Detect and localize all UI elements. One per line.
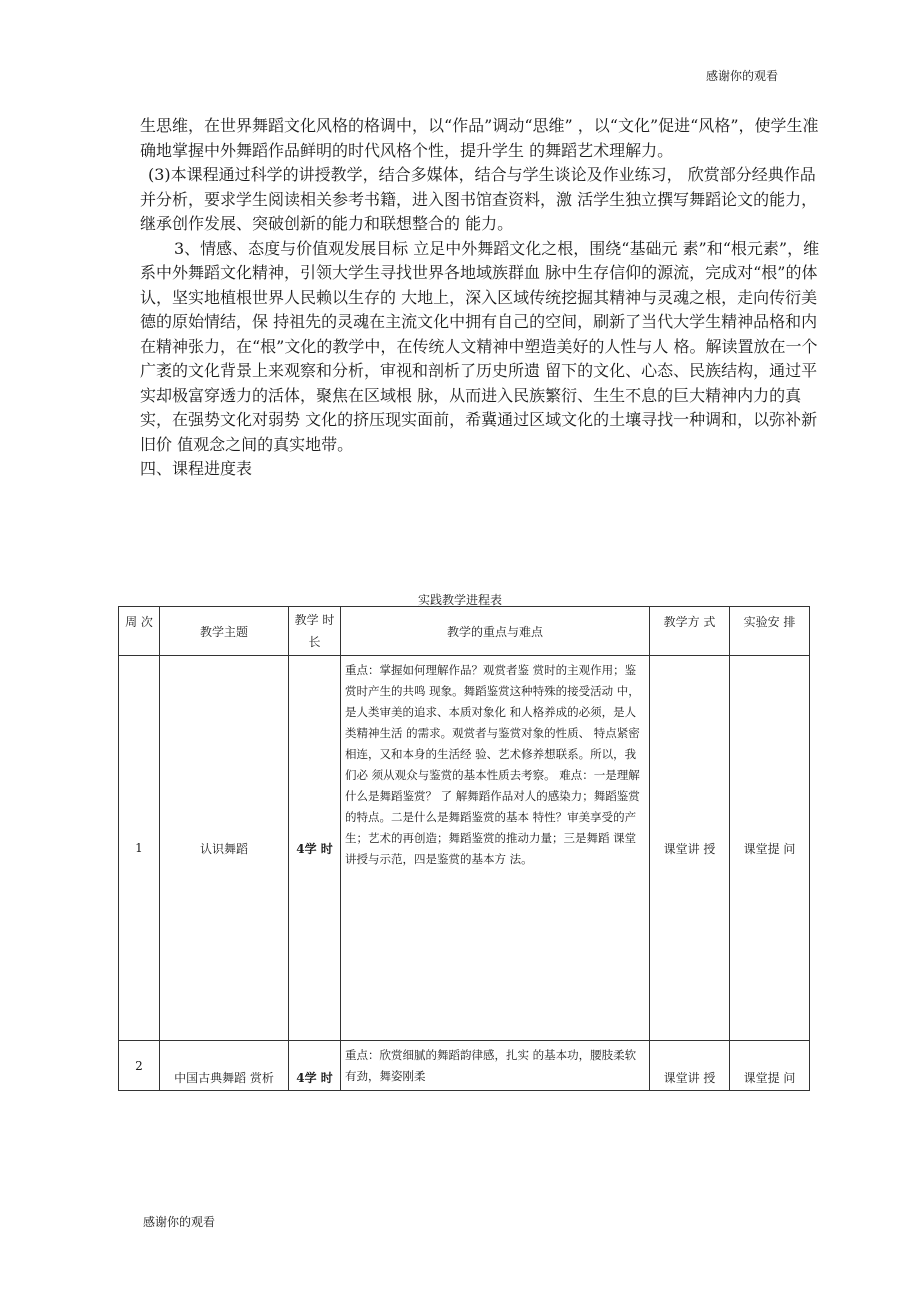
header-hours: 教学 时长 — [289, 607, 341, 656]
body-text — [140, 114, 820, 482]
row-focus: 重点：掌握如何理解作品？观赏者鉴 赏时的主观作用；鉴赏时产生的共鸣 现象。舞蹈鉴赏这种特殊的接受活动 中，是人类审美的追求、本质对象化 和人格养成的必须，是人类精神生活 的需求。观赏者与鉴赏对象的性质、 特点紧密相连，又和本身的生活经 验、艺术修养想联系。所以，我们必 须从观众与鉴赏的基本性质去考察。 难点：一是理解什么是舞蹈鉴赏？ 了 解舞蹈作品对人的感染力；舞蹈鉴赏 的特点。二是什么是舞蹈鉴赏的基本 特性？审美享受的产生；艺术的再创造；舞蹈鉴赏的推动力量；三是舞蹈 课堂讲授与示范，四是鉴赏的基本方 法。 — [341, 656, 650, 1041]
row-topic: 认识舞蹈 — [160, 656, 289, 1041]
header-method: 教学方 式 — [650, 607, 730, 656]
paragraph-3: 3、情感、态度与价值观发展目标 立足中外舞蹈文化之根，围绕“基础元 素”和“根元素”，维系中外舞蹈文化精神，引领大学生寻找世界各地域族群血 脉中生存信仰的源流，完成对“根”的体认，坚实地植根世界人民赖以生存的 大地上，深入区域传统挖掘其精神与灵魂之根，走向传衍美德的原始情结，保 持祖先的灵魂在主流文化中拥有自己的空间，刷新了当代大学生精神品格和内 在精神张力，在“根”文化的教学中，在传统人文精神中塑造美好的人性与人 格。解读置放在一个广袤的文化背景上来观察和分析，审视和剖析了历史所遗 留下的文化、心态、民族结构，通过平实却极富穿透力的活体，聚焦在区域根 脉，从而进入民族繁衍、生生不息的巨大精神内力的真实，在强势文化对弱势 文化的挤压现实面前，希冀通过区域文化的土壤寻找一种调和，以弥补新旧价 值观念之间的真实地带。 — [140, 238, 820, 454]
header-topic: 教学主题 — [160, 607, 289, 656]
header-week: 周 次 — [119, 607, 160, 656]
row-week: 1 — [119, 656, 160, 1041]
row-focus: 重点：欣赏细腻的舞蹈韵律感，扎实 的基本功，腰肢柔软有劲，舞姿刚柔 — [341, 1041, 650, 1091]
table-caption: 实践教学进程表 — [417, 593, 502, 607]
row-method: 课堂讲 授 — [650, 656, 730, 1041]
page-header: 感谢你的观看 — [706, 69, 779, 83]
header-focus: 教学的重点与难点 — [341, 607, 650, 656]
row-lab: 课堂提 问 — [730, 1041, 810, 1091]
paragraph-1: 生思维，在世界舞蹈文化风格的格调中，以“作品”调动“思维” ，以“文化”促进“风格”，使学生准确地掌握中外舞蹈作品鲜明的时代风格个性，提升学生 的舞蹈艺术理解力。 — [140, 116, 819, 160]
row-method: 课堂讲 授 — [650, 1041, 730, 1091]
page-footer: 感谢你的观看 — [143, 1215, 216, 1229]
row-hours: 4学 时 — [289, 656, 341, 1041]
table-row — [119, 656, 810, 1041]
paragraph-2: (3)本课程通过科学的讲授教学，结合多媒体，结合与学生谈论及作业练习， 欣赏部分经典作品并分析，要求学生阅读相关参考书籍，进入图书馆查资料，激 活学生独立撰写舞蹈论文的能力，继承创作发展、突破创新的能力和联想整合的 能力。 — [140, 165, 818, 233]
schedule-table — [118, 606, 810, 1091]
table-header-row — [119, 607, 810, 656]
table-row — [119, 1041, 810, 1091]
row-week: 2 — [119, 1041, 160, 1091]
row-topic: 中国古典舞蹈 赏析 — [160, 1041, 289, 1091]
header-lab: 实验安 排 — [730, 607, 810, 656]
row-hours: 4学 时 — [289, 1041, 341, 1091]
section-heading: 四、课程进度表 — [140, 459, 253, 478]
row-lab: 课堂提 问 — [730, 656, 810, 1041]
